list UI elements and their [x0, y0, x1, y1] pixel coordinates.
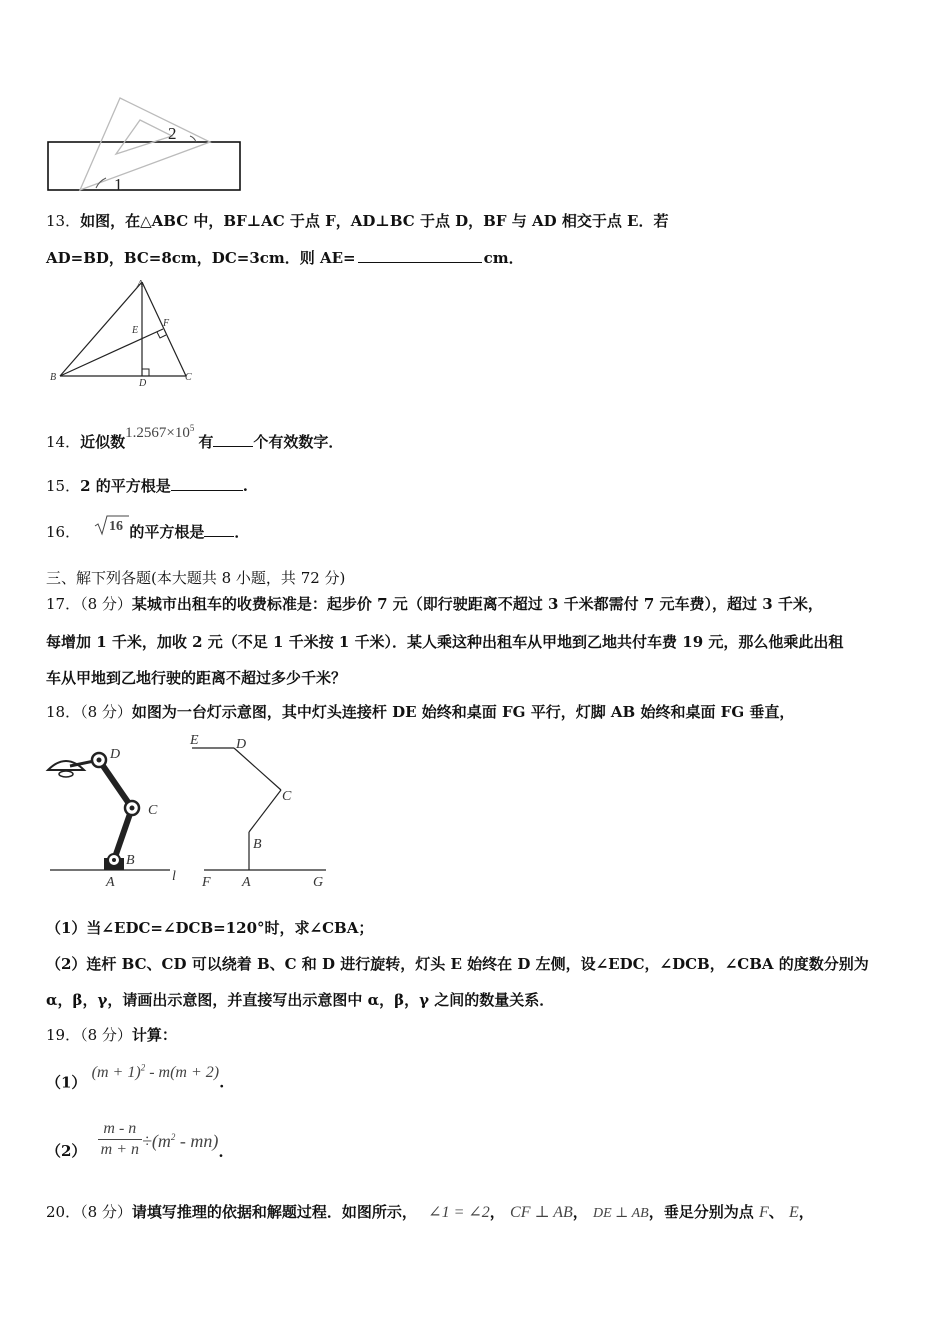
- q13-text: 如图，在△ABC 中，BF⊥AC 于点 F，AD⊥BC 于点 D，BF 与 AD 相交于点 E．若: [80, 212, 669, 230]
- q14-mantissa: 1.2567×10: [125, 425, 190, 441]
- q19-p1-term2: - m(m + 2): [145, 1064, 220, 1082]
- q14-number: 14．: [46, 433, 81, 451]
- q18-part1: （1）当∠EDC=∠DCB=120°时，求∠CBA；: [46, 919, 374, 937]
- q20-cf-perp-ab: CF ⊥ AB: [510, 1204, 573, 1221]
- lamp-label-l: l: [172, 869, 176, 884]
- q18-part2-line1: （2）连杆 BC、CD 可以绕着 B、C 和 D 进行旋转，灯头 E 始终在 D 左侧，设∠EDC，∠DCB，∠CBA 的度数分别为: [46, 955, 869, 973]
- q19-part2: [46, 1116, 224, 1162]
- schematic-label-F: F: [202, 875, 211, 890]
- schematic-label-D: D: [236, 737, 247, 752]
- q18-line1: [46, 702, 794, 722]
- q16-sqrt: [93, 514, 129, 536]
- q17-line2: 每增加 1 千米，加收 2 元（不足 1 千米按 1 千米）．某人乘这种出租车从甲地到乙地共付车费 19 元，那么他乘此出租: [46, 633, 844, 651]
- label-D: D: [139, 378, 147, 388]
- q19-p1-expression: [92, 1064, 219, 1081]
- q19-p1-end: .: [219, 1073, 225, 1092]
- q13-unit: cm．: [483, 249, 524, 267]
- lamp-label-A: A: [106, 875, 115, 890]
- q18-number: 18．: [46, 703, 81, 721]
- q17-text1: 某城市出租车的收费标准是：起步价 7 元（即行驶距离不超过 3 千米都需付 7 元车费），超过 3 千米，: [131, 595, 823, 613]
- angle-label-2: 2: [168, 124, 177, 143]
- q14-exponent: 5: [189, 423, 195, 433]
- schematic-label-C: C: [282, 789, 292, 804]
- schematic-label-G: G: [313, 875, 324, 890]
- figure-triangle-abc: [46, 276, 206, 388]
- q13-number: 13．: [46, 212, 81, 230]
- q20-score: （8 分）: [80, 1203, 132, 1221]
- q13-line1: [46, 211, 668, 231]
- q20-line1: [46, 1202, 814, 1224]
- lamp-label-C: C: [148, 803, 158, 818]
- q15-line: [46, 476, 248, 496]
- q17-score: （8 分）: [80, 595, 132, 613]
- q14-math: [125, 425, 194, 441]
- q19-p2-numerator: m - n: [98, 1119, 142, 1140]
- q16-end: ．: [234, 523, 250, 541]
- q20-point-e: E: [788, 1204, 799, 1221]
- q14-post: 个有效数字．: [253, 433, 344, 451]
- q13-answer-blank[interactable]: [358, 248, 482, 263]
- q20-point-f: F: [758, 1204, 769, 1221]
- q19-line1: [46, 1025, 177, 1045]
- q19-p1-power: 2: [140, 1063, 146, 1073]
- q20-sep2: ，: [572, 1203, 588, 1221]
- q19-title: 计算：: [131, 1026, 177, 1044]
- q19-number: 19．: [46, 1026, 81, 1044]
- label-C: C: [185, 372, 192, 383]
- q14-line: [46, 423, 344, 453]
- q19-p2-denominator: m + n: [100, 1140, 140, 1158]
- q19-p2-end: .: [218, 1143, 224, 1161]
- q20-de-perp-ab: DE ⊥ AB: [593, 1206, 649, 1221]
- q19-p1-term1: (m + 1): [91, 1064, 141, 1082]
- q17-line1: [46, 594, 823, 614]
- q17-line3: 车从甲地到乙地行驶的距离不超过多少千米？: [46, 669, 347, 687]
- schematic-label-A: A: [242, 875, 251, 890]
- q13-line2: [46, 248, 524, 268]
- label-B: B: [50, 372, 57, 383]
- q15-number: 15．: [46, 477, 81, 495]
- q16-line: [46, 519, 250, 544]
- figure-desk-lamp: [44, 740, 194, 892]
- q19-p2-divisor: [142, 1131, 218, 1151]
- q18-score: （8 分）: [80, 703, 132, 721]
- lamp-label-D: D: [110, 747, 121, 762]
- q14-post-pre: 有: [198, 433, 214, 451]
- q19-part1: [46, 1063, 225, 1093]
- q19-score: （8 分）: [80, 1026, 132, 1044]
- q14-answer-blank[interactable]: [213, 432, 253, 447]
- q19-p2-fraction: [98, 1119, 142, 1160]
- q20-sep1: ，: [489, 1203, 505, 1221]
- schematic-label-B: B: [253, 837, 262, 852]
- figure-set-square-on-ruler: [40, 92, 250, 196]
- q20-angle-equality: ∠1 = ∠2: [428, 1204, 490, 1221]
- q16-radicand: 16: [109, 519, 124, 534]
- q20-text2: ，垂足分别为点: [648, 1203, 754, 1221]
- q20-number: 20．: [46, 1203, 81, 1221]
- q20-sep3: 、: [768, 1203, 784, 1221]
- q16-text: 的平方根是: [129, 523, 205, 541]
- label-A: A: [137, 279, 144, 290]
- q19-p2-power: 2: [170, 1132, 176, 1142]
- q20-end: ，: [798, 1203, 814, 1221]
- q15-text: 2 的平方根是: [80, 477, 171, 495]
- q17-number: 17．: [46, 595, 81, 613]
- q15-answer-blank[interactable]: [171, 476, 243, 491]
- q14-pre: 近似数: [80, 433, 126, 451]
- q19-p2-div-close: - mn): [175, 1131, 219, 1151]
- q19-p1-label: （1）: [46, 1073, 87, 1092]
- section3-title: 三、解下列各题(本大题共 8 小题，共 72 分): [46, 569, 346, 587]
- figure-lamp-schematic: [186, 726, 336, 892]
- q18-text1: 如图为一台灯示意图，其中灯头连接杆 DE 始终和桌面 FG 平行，灯脚 AB 始终和桌面 FG 垂直，: [131, 703, 795, 721]
- q19-p2-div-open: ÷(m: [142, 1131, 171, 1151]
- q20-text: 请填写推理的依据和解题过程．如图所示，: [131, 1203, 417, 1221]
- angle-label-1: 1: [114, 175, 123, 194]
- q16-number: 16．: [46, 523, 81, 541]
- q15-end: .: [242, 477, 248, 495]
- label-E: E: [132, 325, 139, 336]
- q18-part2-line2: α，β，γ，请画出示意图，并直接写出示意图中 α，β，γ 之间的数量关系．: [46, 991, 555, 1009]
- lamp-label-B: B: [126, 853, 135, 868]
- q19-p2-label: （2）: [46, 1142, 87, 1160]
- schematic-label-E: E: [190, 733, 199, 748]
- sqrt-sign-icon: [93, 514, 129, 536]
- q13-text2: AD=BD，BC=8cm，DC=3cm．则 AE=: [46, 249, 356, 267]
- q16-answer-blank[interactable]: [204, 522, 234, 537]
- label-F: F: [163, 318, 170, 329]
